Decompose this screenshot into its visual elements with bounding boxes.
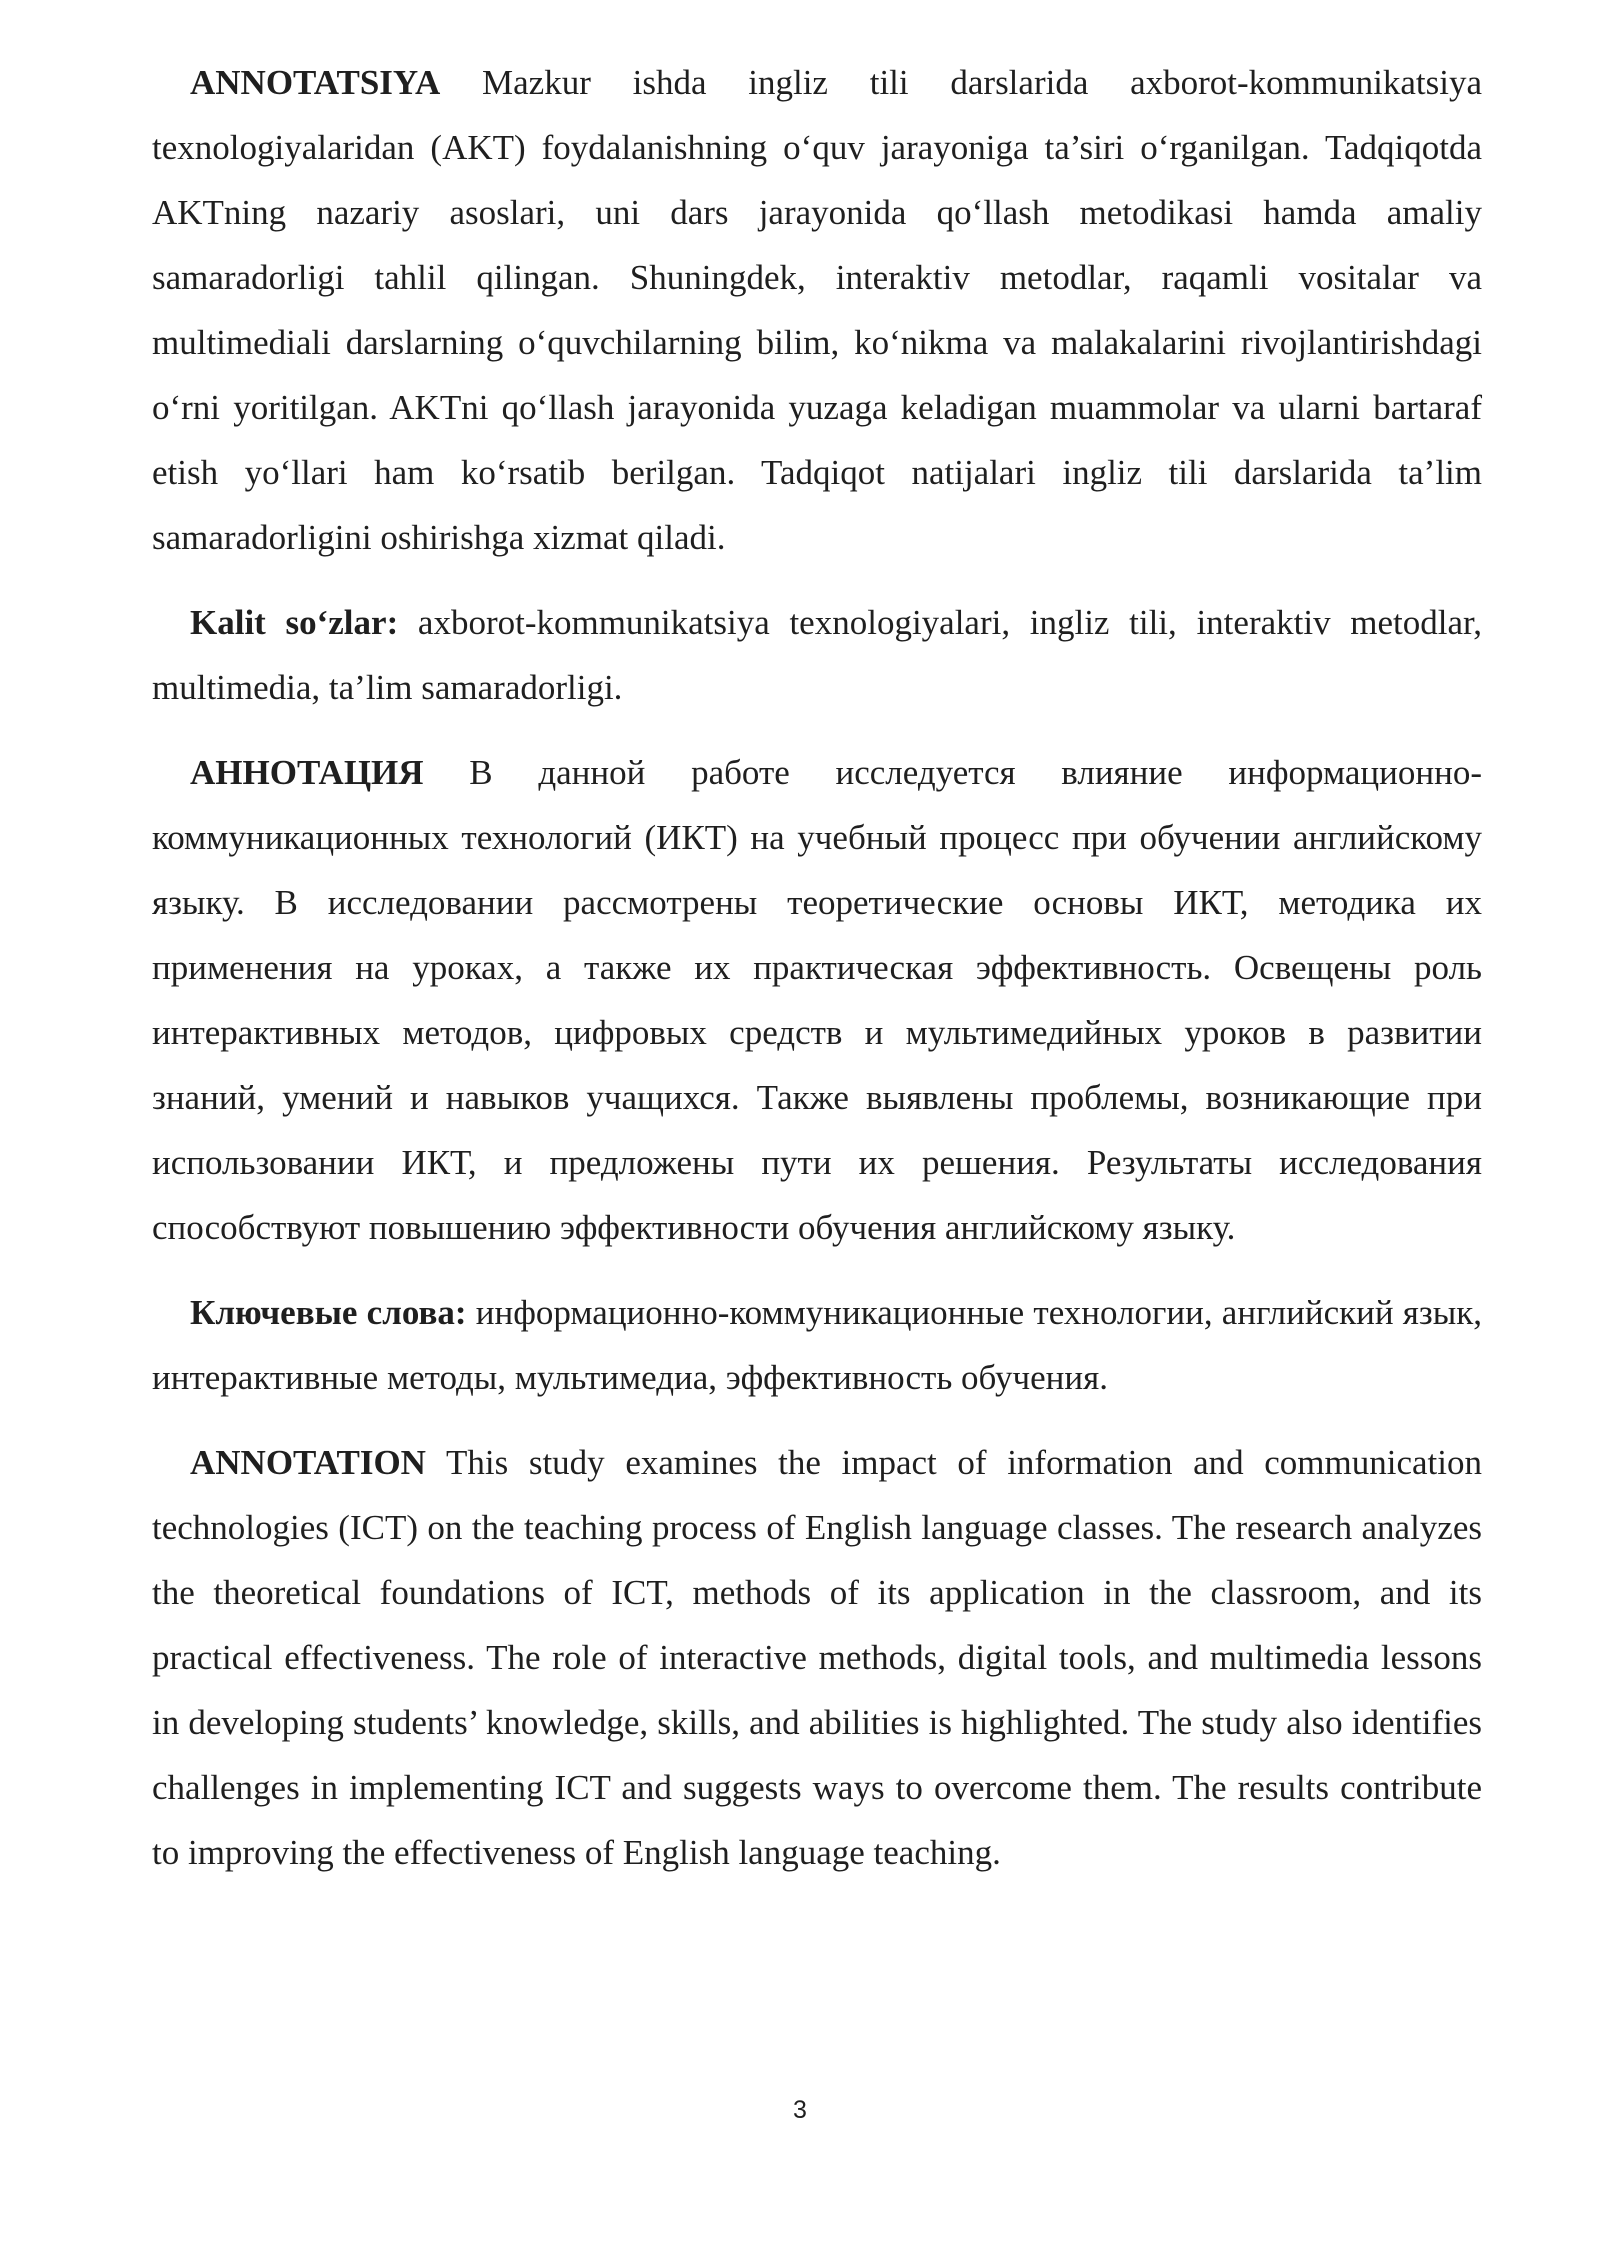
- annotation-english: [152, 1430, 1482, 1885]
- annotation-russian-text: В данной работе исследуется влияние информационно-коммуникационных технологий (ИКТ) на учебный процесс при обучении английскому языку. В исследовании рассмотрены теоретические основы ИКТ, методика их применения на уроках, а также их практическая эффективность. Освещены роль интерактивных методов, цифровых средств и мультимедийных уроков в развитии знаний, умений и навыков учащихся. Также выявлены проблемы, возникающие при использовании ИКТ, и предложены пути их решения. Результаты исследования способствуют повышению эффективности обучения английскому языку.: [152, 753, 1482, 1247]
- annotation-uzbek-text: Mazkur ishda ingliz tili darslarida axborot-kommunikatsiya texnologiyalaridan (AKT) foydalanishning o‘quv jarayoniga ta’siri o‘rganilgan. Tadqiqotda AKTning nazariy asoslari, uni dars jarayonida qo‘llash metodikasi hamda amaliy samaradorligi tahlil qilingan. Shuningdek, interaktiv metodlar, raqamli vositalar va multimediali darslarning o‘quvchilarning bilim, ko‘nikma va malakalarini rivojlantirishdagi o‘rni yoritilgan. AKTni qo‘llash jarayonida yuzaga keladigan muammolar va ularni bartaraf etish yo‘llari ham ko‘rsatib berilgan. Tadqiqot natijalari ingliz tili darslarida ta’lim samaradorligini oshirishga xizmat qiladi.: [152, 63, 1482, 557]
- annotation-uzbek-heading: ANNOTATSIYA: [190, 63, 441, 102]
- keywords-russian-heading: Ключевые слова:: [190, 1293, 467, 1332]
- annotation-russian: [152, 740, 1482, 1260]
- document-page: [152, 50, 1482, 1885]
- annotation-uzbek: [152, 50, 1482, 570]
- keywords-uzbek-heading: Kalit so‘zlar:: [190, 603, 399, 642]
- annotation-english-heading: ANNOTATION: [190, 1443, 426, 1482]
- keywords-russian: [152, 1280, 1482, 1410]
- keywords-russian-text: информационно-коммуникационные технологии, английский язык, интерактивные методы, мультимедиа, эффективность обучения.: [152, 1293, 1482, 1397]
- keywords-uzbek: [152, 590, 1482, 720]
- page-number: 3: [793, 2096, 807, 2124]
- annotation-russian-heading: АННОТАЦИЯ: [190, 753, 424, 792]
- annotation-english-text: This study examines the impact of information and communication technologies (ICT) on the teaching process of English language classes. The research analyzes the theoretical foundations of ICT, methods of its application in the classroom, and its practical effectiveness. The role of interactive methods, digital tools, and multimedia lessons in developing students’ knowledge, skills, and abilities is highlighted. The study also identifies challenges in implementing ICT and suggests ways to overcome them. The results contribute to improving the effectiveness of English language teaching.: [152, 1443, 1482, 1872]
- keywords-uzbek-text: axborot-kommunikatsiya texnologiyalari, ingliz tili, interaktiv metodlar, multimedia, ta’lim samaradorligi.: [152, 603, 1482, 707]
